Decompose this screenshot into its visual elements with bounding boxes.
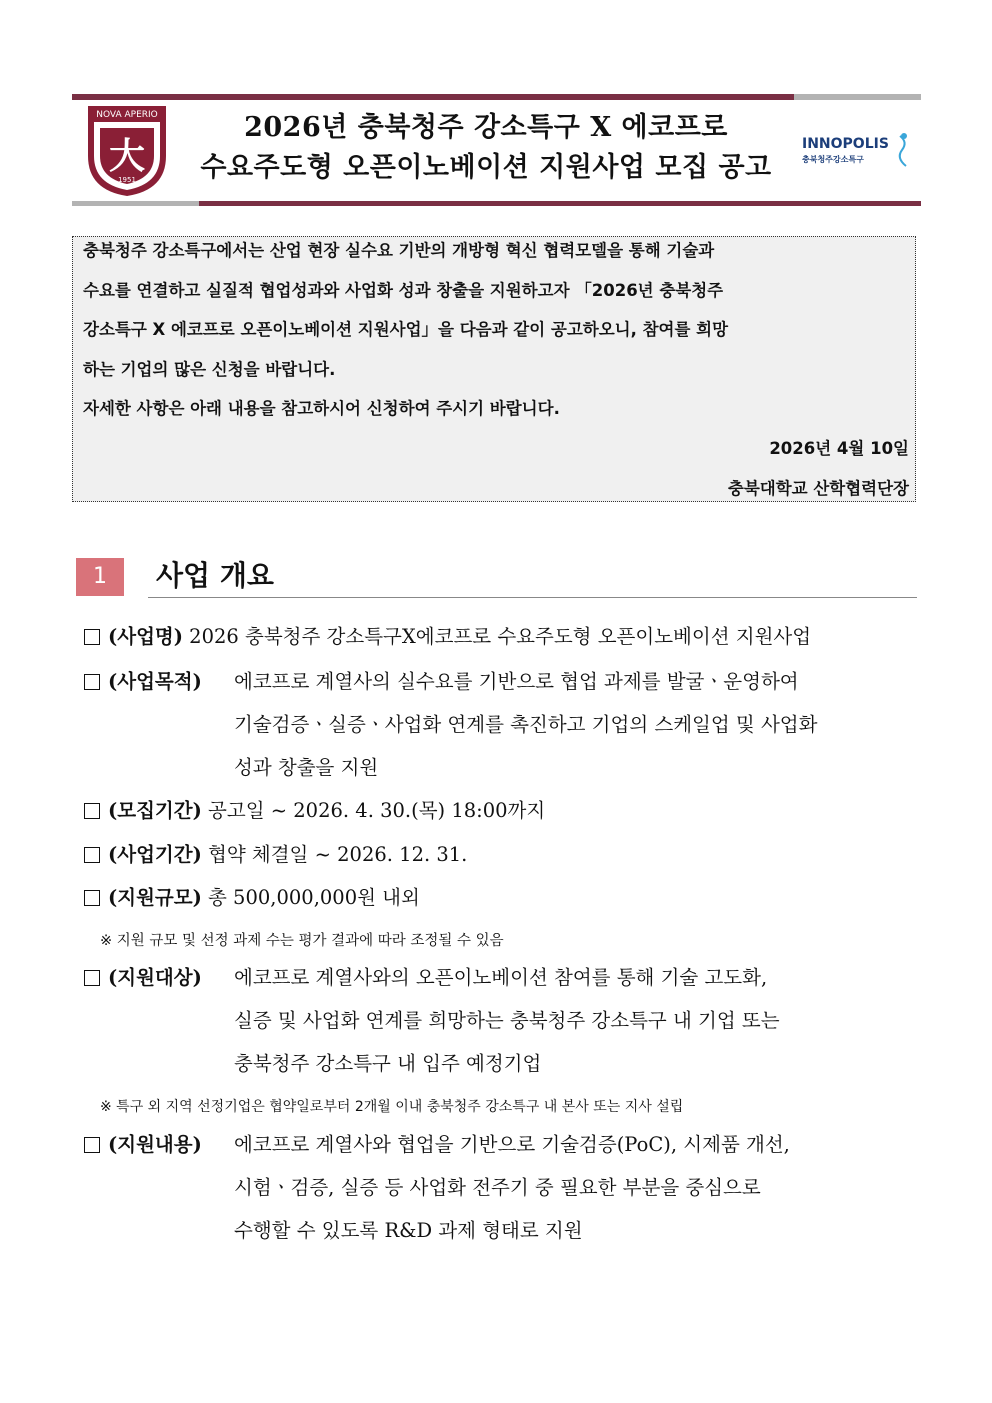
page-title <box>176 108 796 188</box>
checkbox-icon <box>84 803 100 819</box>
section-rule <box>148 597 917 598</box>
checkbox-icon <box>84 970 100 986</box>
checkbox-icon <box>84 847 100 863</box>
svg-text:NOVA APERIO: NOVA APERIO <box>96 110 158 120</box>
innopolis-logo <box>800 130 918 174</box>
note-scale: ※ 지원 규모 및 선정 과제 수는 평가 결과에 따라 조정될 수 있음 <box>100 933 504 949</box>
notice-line: 하는 기업의 많은 신청을 바랍니다. <box>83 360 336 379</box>
item-recruit-period: (모집기간) 공고일 ~ 2026. 4. 30.(목) 18:00까지 <box>84 796 545 826</box>
university-seal-logo <box>84 102 170 198</box>
checkbox-icon <box>84 1137 100 1153</box>
item-target-line: 충북청주 강소특구 내 입주 예정기업 <box>234 1052 542 1075</box>
item-purpose-line: 성과 창출을 지원 <box>234 756 379 779</box>
item-support-content: (지원내용) <box>84 1130 202 1160</box>
item-support-scale: (지원규모) 총 500,000,000원 내외 <box>84 883 420 913</box>
svg-text:1951: 1951 <box>118 176 136 184</box>
item-content-line: 수행할 수 있도록 R&D 과제 형태로 지원 <box>234 1219 583 1242</box>
notice-line: 강소특구 X 에코프로 오픈이노베이션 지원사업」을 다음과 같이 공고하오니, 참여를 희망 <box>83 320 729 339</box>
section-title: 사업 개요 <box>156 559 274 592</box>
svg-text:大: 大 <box>108 136 146 177</box>
svg-text:INNOPOLIS: INNOPOLIS <box>802 136 889 152</box>
item-target: (지원대상) <box>84 963 202 993</box>
checkbox-icon <box>84 629 100 645</box>
item-content-line: 시험ㆍ검증, 실증 등 사업화 전주기 중 필요한 부분을 중심으로 <box>234 1176 761 1199</box>
notice-line: 자세한 사항은 아래 내용을 참고하시어 신청하여 주시기 바랍니다. <box>83 399 560 418</box>
item-project-name: (사업명) 2026 충북청주 강소특구X에코프로 수요주도형 오픈이노베이션 지원사업 <box>84 622 811 652</box>
header-top-rule <box>72 94 921 100</box>
header-bottom-rule <box>72 201 921 206</box>
item-purpose-line: 에코프로 계열사의 실수요를 기반으로 협업 과제를 발굴ㆍ운영하여 <box>234 670 799 693</box>
item-target-line: 실증 및 사업화 연계를 희망하는 충북청주 강소특구 내 기업 또는 <box>234 1009 780 1032</box>
section-number-badge: 1 <box>76 558 124 596</box>
notice-line: 충북청주 강소특구에서는 산업 현장 실수요 기반의 개방형 혁신 협력모델을 통해 기술과 <box>83 241 715 260</box>
item-target-line: 에코프로 계열사와의 오픈이노베이션 참여를 통해 기술 고도화, <box>234 966 768 989</box>
notice-issuer: 충북대학교 산학협력단장 <box>727 479 909 498</box>
title-line-2: 수요주도형 오픈이노베이션 지원사업 모집 공고 <box>200 152 772 183</box>
checkbox-icon <box>84 890 100 906</box>
notice-date: 2026년 4월 10일 <box>769 439 909 458</box>
item-content-line: 에코프로 계열사와 협업을 기반으로 기술검증(PoC), 시제품 개선, <box>234 1133 790 1156</box>
checkbox-icon <box>84 674 100 690</box>
notice-line: 수요를 연결하고 실질적 협업성과와 사업화 성과 창출을 지원하고자 「2026년 충북청주 <box>83 281 724 300</box>
item-project-period: (사업기간) 협약 체결일 ~ 2026. 12. 31. <box>84 840 467 870</box>
notice-box <box>72 236 916 502</box>
note-region: ※ 특구 외 지역 선정기업은 협약일로부터 2개월 이내 충북청주 강소특구 내 본사 또는 지사 설립 <box>100 1099 684 1115</box>
item-purpose: (사업목적) <box>84 667 202 697</box>
title-line-1: 2026년 충북청주 강소특구 X 에코프로 <box>244 112 728 143</box>
svg-text:충북청주강소특구: 충북청주강소특구 <box>802 155 864 164</box>
item-purpose-line: 기술검증ㆍ실증ㆍ사업화 연계를 촉진하고 기업의 스케일업 및 사업화 <box>234 713 818 736</box>
